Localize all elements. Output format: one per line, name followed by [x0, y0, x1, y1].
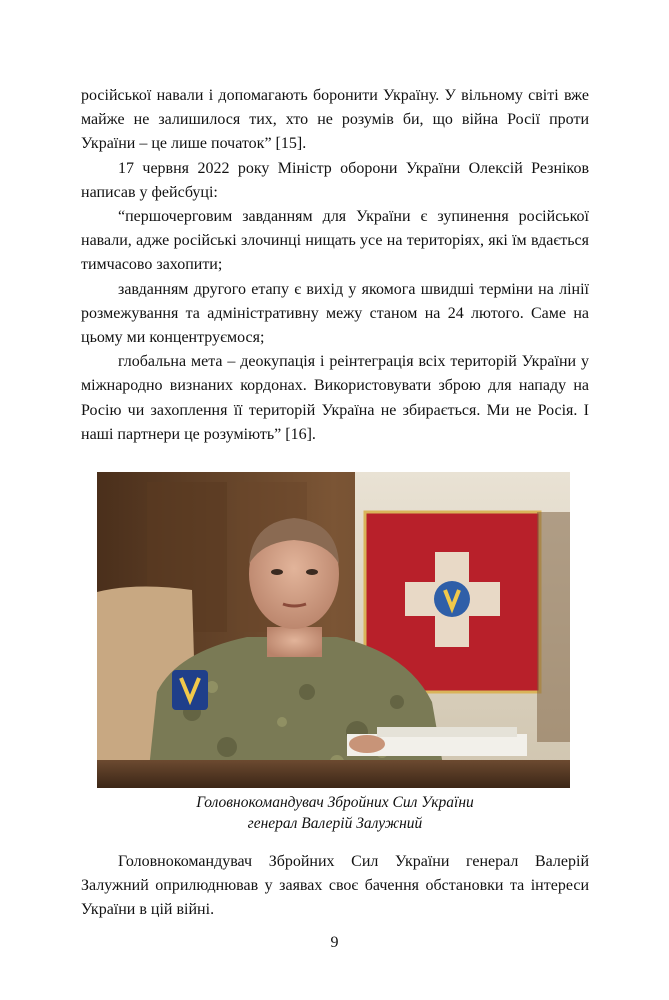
general-portrait-photo — [97, 472, 570, 788]
body-text-top — [81, 84, 589, 447]
page-number: 9 — [330, 934, 339, 951]
paragraph: Головнокомандувач Збройних Сил України генерал Валерій Залужний оприлюднював у заявах своє бачення обстановки та інтереси України в цій війні. — [81, 853, 589, 919]
body-text-bottom — [81, 850, 589, 923]
caption-line-1: Головнокомандувач Збройних Сил України — [196, 794, 474, 811]
quote-paragraph: глобальна мета – деокупація і реінтеграція всіх територій України у міжнародно визнаних кордонах. Використовувати зброю для нападу на Росію чи захоплення її територій Україна не збирається. Ми не Росія. І наші партнери це розуміють” [16]. — [81, 353, 589, 443]
paragraph: російської навали і допомагають боронити Україну. У вільному світі вже майже не залишилося тих, хто не розумів би, що війна Росії проти України – це лише початок” [15]. — [81, 87, 589, 153]
photo-caption — [81, 792, 589, 834]
quote-paragraph: “першочерговим завданням для України є зупинення російської навали, адже російські злочинці нищать усе на територіях, які їм вдається тимчасово захопити; — [81, 208, 589, 274]
paragraph: 17 червня 2022 року Міністр оборони України Олексій Резніков написав у фейсбуці: — [81, 159, 589, 201]
caption-line-2: генерал Валерій Залужний — [247, 815, 423, 832]
quote-paragraph: завданням другого етапу є вихід у якомога швидші терміни на лінії розмежування та адміністративну межу станом на 24 лютого. Саме на цьому ми концентруємося; — [81, 280, 589, 347]
portrait-illustration — [97, 472, 570, 788]
